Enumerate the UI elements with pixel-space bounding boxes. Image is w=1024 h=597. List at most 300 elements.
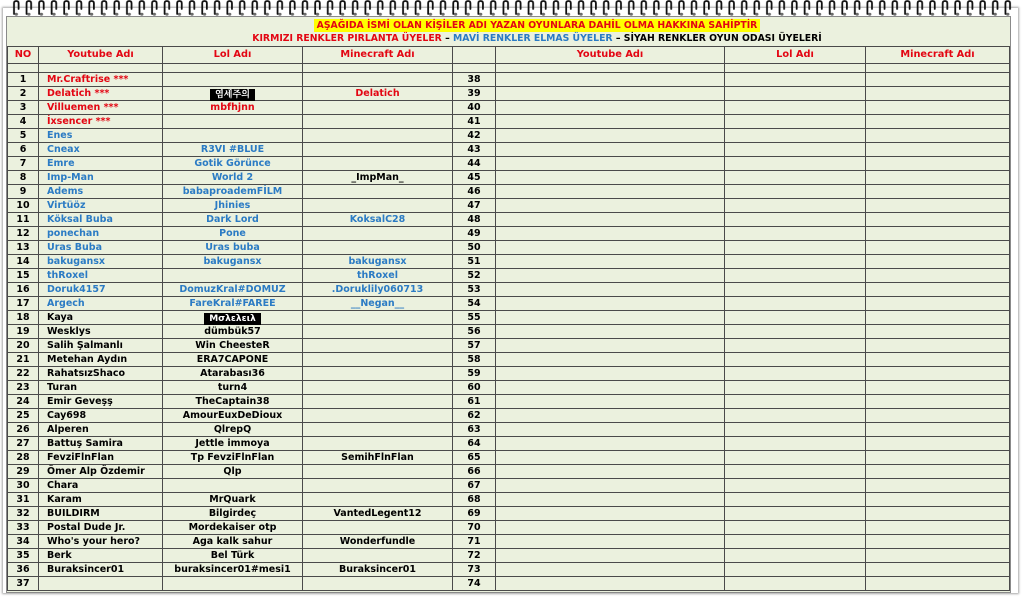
cell-lol-name: QlrepQ xyxy=(163,423,303,437)
cell-number: 8 xyxy=(8,171,39,185)
cell-youtube-name: Adems xyxy=(39,185,163,199)
cell-lol-name-right xyxy=(725,535,866,549)
cell-lol-name: Qlp xyxy=(163,465,303,479)
cell-minecraft-name xyxy=(303,101,453,115)
cell-number-right: 69 xyxy=(453,507,496,521)
table-row xyxy=(8,171,1010,185)
cell-minecraft-name xyxy=(303,353,453,367)
name-badge: Μσλελειλ xyxy=(204,313,261,325)
cell-minecraft-name: KoksalC28 xyxy=(303,213,453,227)
cell-youtube-name: Emir Geveşş xyxy=(39,395,163,409)
spacer-cell xyxy=(453,64,496,73)
cell-lol-name-right xyxy=(725,325,866,339)
title-banner: AŞAĞIDA İSMİ OLAN KİŞİLER ADI YAZAN OYUNLARA DAHİL OLMA HAKKINA SAHİPTİR xyxy=(314,19,761,32)
cell-number: 35 xyxy=(8,549,39,563)
cell-number-right: 74 xyxy=(453,577,496,591)
cell-number: 32 xyxy=(8,507,39,521)
cell-youtube-name-right xyxy=(496,423,725,437)
player-table xyxy=(7,46,1010,591)
cell-minecraft-name xyxy=(303,143,453,157)
cell-lol-name-right xyxy=(725,101,866,115)
cell-lol-name-right xyxy=(725,213,866,227)
cell-number-right: 39 xyxy=(453,87,496,101)
table-row xyxy=(8,395,1010,409)
header-row xyxy=(8,47,1010,64)
legend-separator: – xyxy=(615,33,621,44)
cell-number-right: 46 xyxy=(453,185,496,199)
cell-number: 5 xyxy=(8,129,39,143)
cell-lol-name xyxy=(163,269,303,283)
cell-youtube-name-right xyxy=(496,493,725,507)
cell-minecraft-name-right xyxy=(866,339,1010,353)
cell-lol-name-right xyxy=(725,73,866,87)
spacer-cell xyxy=(866,64,1010,73)
cell-lol-name-right xyxy=(725,381,866,395)
cell-youtube-name: Cneax xyxy=(39,143,163,157)
cell-lol-name: buraksincer01#mesi1 xyxy=(163,563,303,577)
cell-youtube-name: Enes xyxy=(39,129,163,143)
cell-number: 26 xyxy=(8,423,39,437)
cell-number-right: 47 xyxy=(453,199,496,213)
cell-lol-name: Aga kalk sahur xyxy=(163,535,303,549)
table-row xyxy=(8,563,1010,577)
legend-red: KIRMIZI RENKLER PIRLANTA ÜYELER xyxy=(252,33,442,44)
cell-youtube-name-right xyxy=(496,451,725,465)
cell-youtube-name: Salih Şalmanlı xyxy=(39,339,163,353)
cell-lol-name-right xyxy=(725,479,866,493)
cell-lol-name-right xyxy=(725,171,866,185)
cell-number: 28 xyxy=(8,451,39,465)
cell-number-right: 57 xyxy=(453,339,496,353)
cell-number: 12 xyxy=(8,227,39,241)
cell-lol-name: R3VI #BLUE xyxy=(163,143,303,157)
table-row xyxy=(8,101,1010,115)
cell-lol-name-right xyxy=(725,269,866,283)
cell-minecraft-name-right xyxy=(866,577,1010,591)
cell-youtube-name-right xyxy=(496,367,725,381)
cell-lol-name: TheCaptain38 xyxy=(163,395,303,409)
cell-minecraft-name xyxy=(303,129,453,143)
legend-separator: – xyxy=(445,33,450,44)
header-lol-right: Lol Adı xyxy=(725,47,866,64)
cell-youtube-name: thRoxel xyxy=(39,269,163,283)
cell-number-right: 58 xyxy=(453,353,496,367)
member-sheet xyxy=(7,17,1010,592)
cell-lol-name: FareKral#FAREE xyxy=(163,297,303,311)
cell-youtube-name-right xyxy=(496,563,725,577)
table-row xyxy=(8,535,1010,549)
cell-youtube-name: Kaya xyxy=(39,311,163,325)
cell-lol-name: bakugansx xyxy=(163,255,303,269)
cell-minecraft-name xyxy=(303,395,453,409)
cell-lol-name xyxy=(163,115,303,129)
cell-minecraft-name-right xyxy=(866,73,1010,87)
cell-youtube-name: Postal Dude Jr. xyxy=(39,521,163,535)
table-row xyxy=(8,297,1010,311)
cell-number-right: 54 xyxy=(453,297,496,311)
spacer-cell xyxy=(163,64,303,73)
header-minecraft-right: Minecraft Adı xyxy=(866,47,1010,64)
cell-lol-name: Jhinies xyxy=(163,199,303,213)
cell-number-right: 44 xyxy=(453,157,496,171)
cell-minecraft-name-right xyxy=(866,255,1010,269)
cell-number: 9 xyxy=(8,185,39,199)
cell-lol-name xyxy=(163,87,303,101)
cell-number: 31 xyxy=(8,493,39,507)
table-row xyxy=(8,367,1010,381)
cell-number-right: 67 xyxy=(453,479,496,493)
cell-minecraft-name xyxy=(303,325,453,339)
cell-youtube-name-right xyxy=(496,171,725,185)
cell-minecraft-name xyxy=(303,423,453,437)
cell-number: 10 xyxy=(8,199,39,213)
cell-minecraft-name xyxy=(303,381,453,395)
cell-minecraft-name xyxy=(303,521,453,535)
cell-lol-name-right xyxy=(725,507,866,521)
cell-number: 18 xyxy=(8,311,39,325)
cell-lol-name-right xyxy=(725,185,866,199)
cell-number-right: 48 xyxy=(453,213,496,227)
cell-youtube-name: İxsencer *** xyxy=(39,115,163,129)
table-row xyxy=(8,157,1010,171)
cell-youtube-name: ponechan xyxy=(39,227,163,241)
cell-minecraft-name xyxy=(303,185,453,199)
cell-minecraft-name: bakugansx xyxy=(303,255,453,269)
cell-lol-name: turn4 xyxy=(163,381,303,395)
cell-number-right: 61 xyxy=(453,395,496,409)
cell-youtube-name-right xyxy=(496,381,725,395)
cell-youtube-name-right xyxy=(496,549,725,563)
cell-minecraft-name xyxy=(303,115,453,129)
cell-minecraft-name-right xyxy=(866,353,1010,367)
cell-youtube-name: Battuş Samira xyxy=(39,437,163,451)
cell-lol-name-right xyxy=(725,465,866,479)
cell-lol-name-right xyxy=(725,87,866,101)
cell-youtube-name: Turan xyxy=(39,381,163,395)
table-row xyxy=(8,521,1010,535)
cell-lol-name-right xyxy=(725,283,866,297)
cell-number-right: 41 xyxy=(453,115,496,129)
legend-blue: MAVİ RENKLER ELMAS ÜYELER xyxy=(453,33,613,44)
table-row xyxy=(8,339,1010,353)
cell-lol-name-right xyxy=(725,339,866,353)
cell-lol-name: World 2 xyxy=(163,171,303,185)
cell-minecraft-name xyxy=(303,227,453,241)
cell-lol-name-right xyxy=(725,437,866,451)
cell-lol-name-right xyxy=(725,129,866,143)
cell-lol-name: Mordekaiser otp xyxy=(163,521,303,535)
table-row xyxy=(8,87,1010,101)
cell-minecraft-name-right xyxy=(866,171,1010,185)
cell-youtube-name: Köksal Buba xyxy=(39,213,163,227)
cell-minecraft-name-right xyxy=(866,535,1010,549)
table-row xyxy=(8,73,1010,87)
cell-minecraft-name xyxy=(303,367,453,381)
cell-minecraft-name xyxy=(303,409,453,423)
cell-number-right: 40 xyxy=(453,101,496,115)
table-row xyxy=(8,283,1010,297)
cell-youtube-name-right xyxy=(496,241,725,255)
cell-youtube-name: Buraksincer01 xyxy=(39,563,163,577)
table-row xyxy=(8,423,1010,437)
cell-minecraft-name-right xyxy=(866,157,1010,171)
cell-minecraft-name-right xyxy=(866,479,1010,493)
cell-number-right: 51 xyxy=(453,255,496,269)
cell-lol-name xyxy=(163,311,303,325)
cell-minecraft-name-right xyxy=(866,227,1010,241)
cell-lol-name: AmourEuxDeDioux xyxy=(163,409,303,423)
cell-minecraft-name-right xyxy=(866,409,1010,423)
table-row xyxy=(8,199,1010,213)
cell-youtube-name-right xyxy=(496,73,725,87)
cell-minecraft-name-right xyxy=(866,115,1010,129)
cell-minecraft-name-right xyxy=(866,465,1010,479)
cell-lol-name-right xyxy=(725,255,866,269)
cell-youtube-name-right xyxy=(496,101,725,115)
cell-youtube-name: BUILDIRM xyxy=(39,507,163,521)
cell-youtube-name-right xyxy=(496,143,725,157)
cell-number-right: 73 xyxy=(453,563,496,577)
cell-lol-name-right xyxy=(725,199,866,213)
cell-number: 21 xyxy=(8,353,39,367)
cell-lol-name: Jettle immoya xyxy=(163,437,303,451)
cell-youtube-name-right xyxy=(496,535,725,549)
cell-minecraft-name-right xyxy=(866,521,1010,535)
table-row xyxy=(8,311,1010,325)
cell-minecraft-name-right xyxy=(866,437,1010,451)
cell-minecraft-name xyxy=(303,437,453,451)
cell-lol-name-right xyxy=(725,115,866,129)
cell-number: 15 xyxy=(8,269,39,283)
cell-lol-name: Win CheesteR xyxy=(163,339,303,353)
cell-youtube-name-right xyxy=(496,297,725,311)
cell-lol-name-right xyxy=(725,409,866,423)
cell-lol-name xyxy=(163,73,303,87)
cell-minecraft-name-right xyxy=(866,297,1010,311)
cell-number-right: 50 xyxy=(453,241,496,255)
cell-number: 20 xyxy=(8,339,39,353)
cell-lol-name: mbfhjnn xyxy=(163,101,303,115)
cell-youtube-name-right xyxy=(496,157,725,171)
cell-number-right: 38 xyxy=(453,73,496,87)
cell-minecraft-name-right xyxy=(866,325,1010,339)
cell-youtube-name-right xyxy=(496,395,725,409)
cell-youtube-name: Argech xyxy=(39,297,163,311)
table-row xyxy=(8,213,1010,227)
cell-youtube-name-right xyxy=(496,479,725,493)
header-no: NO xyxy=(8,47,39,64)
cell-youtube-name: bakugansx xyxy=(39,255,163,269)
cell-number-right: 59 xyxy=(453,367,496,381)
table-row xyxy=(8,451,1010,465)
table-row xyxy=(8,325,1010,339)
cell-number: 36 xyxy=(8,563,39,577)
cell-youtube-name: RahatsızShaco xyxy=(39,367,163,381)
table-row xyxy=(8,185,1010,199)
cell-youtube-name-right xyxy=(496,325,725,339)
table-row xyxy=(8,353,1010,367)
cell-lol-name: Bilgirdeç xyxy=(163,507,303,521)
cell-youtube-name: Ömer Alp Özdemir xyxy=(39,465,163,479)
cell-number-right: 70 xyxy=(453,521,496,535)
header-lol: Lol Adı xyxy=(163,47,303,64)
table-row xyxy=(8,409,1010,423)
cell-number-right: 42 xyxy=(453,129,496,143)
cell-number: 29 xyxy=(8,465,39,479)
cell-number: 30 xyxy=(8,479,39,493)
cell-lol-name-right xyxy=(725,367,866,381)
sheet-title xyxy=(74,19,1000,45)
cell-youtube-name-right xyxy=(496,255,725,269)
cell-minecraft-name: .Doruklily060713 xyxy=(303,283,453,297)
cell-youtube-name-right xyxy=(496,115,725,129)
cell-minecraft-name: thRoxel xyxy=(303,269,453,283)
cell-youtube-name-right xyxy=(496,129,725,143)
cell-lol-name xyxy=(163,479,303,493)
cell-youtube-name-right xyxy=(496,339,725,353)
table-row xyxy=(8,115,1010,129)
cell-number: 25 xyxy=(8,409,39,423)
cell-minecraft-name-right xyxy=(866,199,1010,213)
cell-number-right: 43 xyxy=(453,143,496,157)
cell-minecraft-name-right xyxy=(866,549,1010,563)
cell-youtube-name: Imp-Man xyxy=(39,171,163,185)
cell-number: 22 xyxy=(8,367,39,381)
cell-minecraft-name-right xyxy=(866,563,1010,577)
cell-minecraft-name xyxy=(303,479,453,493)
cell-youtube-name: Cay698 xyxy=(39,409,163,423)
cell-minecraft-name-right xyxy=(866,367,1010,381)
cell-number-right: 53 xyxy=(453,283,496,297)
cell-youtube-name: Villuemen *** xyxy=(39,101,163,115)
cell-minecraft-name: _ImpMan_ xyxy=(303,171,453,185)
table-row xyxy=(8,255,1010,269)
cell-youtube-name: Who's your hero? xyxy=(39,535,163,549)
cell-minecraft-name: __Negan__ xyxy=(303,297,453,311)
cell-number-right: 49 xyxy=(453,227,496,241)
spiral-binding xyxy=(10,0,1014,18)
cell-youtube-name: Wesklys xyxy=(39,325,163,339)
cell-number: 6 xyxy=(8,143,39,157)
cell-youtube-name: Uras Buba xyxy=(39,241,163,255)
cell-youtube-name: Metehan Aydın xyxy=(39,353,163,367)
cell-minecraft-name xyxy=(303,241,453,255)
table-row xyxy=(8,479,1010,493)
cell-lol-name: babaproademFİLM xyxy=(163,185,303,199)
spacer-cell xyxy=(39,64,163,73)
cell-minecraft-name-right xyxy=(866,395,1010,409)
cell-youtube-name-right xyxy=(496,283,725,297)
cell-youtube-name: Delatich *** xyxy=(39,87,163,101)
cell-minecraft-name: SemihFlnFlan xyxy=(303,451,453,465)
cell-number-right: 66 xyxy=(453,465,496,479)
table-row xyxy=(8,241,1010,255)
cell-lol-name-right xyxy=(725,157,866,171)
title-legend xyxy=(74,33,1000,45)
name-badge: 염세주의 xyxy=(210,89,255,101)
cell-minecraft-name-right xyxy=(866,507,1010,521)
cell-lol-name: MrQuark xyxy=(163,493,303,507)
cell-lol-name xyxy=(163,129,303,143)
cell-number-right: 56 xyxy=(453,325,496,339)
cell-minecraft-name xyxy=(303,311,453,325)
cell-minecraft-name: VantedLegent12 xyxy=(303,507,453,521)
table-row xyxy=(8,577,1010,591)
cell-lol-name-right xyxy=(725,241,866,255)
cell-lol-name: Tp FevziFlnFlan xyxy=(163,451,303,465)
cell-number: 1 xyxy=(8,73,39,87)
cell-lol-name-right xyxy=(725,297,866,311)
cell-youtube-name-right xyxy=(496,87,725,101)
cell-number: 16 xyxy=(8,283,39,297)
cell-minecraft-name-right xyxy=(866,311,1010,325)
cell-number-right: 68 xyxy=(453,493,496,507)
cell-youtube-name-right xyxy=(496,465,725,479)
cell-youtube-name-right xyxy=(496,185,725,199)
cell-lol-name-right xyxy=(725,395,866,409)
cell-youtube-name: Karam xyxy=(39,493,163,507)
cell-number: 37 xyxy=(8,577,39,591)
cell-lol-name: dümbük57 xyxy=(163,325,303,339)
table-row xyxy=(8,437,1010,451)
cell-number: 4 xyxy=(8,115,39,129)
cell-number: 2 xyxy=(8,87,39,101)
cell-number: 24 xyxy=(8,395,39,409)
cell-youtube-name: Berk xyxy=(39,549,163,563)
cell-minecraft-name: Delatich xyxy=(303,87,453,101)
cell-number: 13 xyxy=(8,241,39,255)
cell-youtube-name-right xyxy=(496,227,725,241)
cell-number-right: 45 xyxy=(453,171,496,185)
cell-lol-name: Dark Lord xyxy=(163,213,303,227)
cell-number: 11 xyxy=(8,213,39,227)
cell-minecraft-name xyxy=(303,549,453,563)
cell-number-right: 71 xyxy=(453,535,496,549)
cell-youtube-name: Virtüöz xyxy=(39,199,163,213)
cell-youtube-name-right xyxy=(496,269,725,283)
spacer-row xyxy=(8,64,1010,73)
cell-youtube-name-right xyxy=(496,199,725,213)
cell-number-right: 63 xyxy=(453,423,496,437)
cell-youtube-name-right xyxy=(496,213,725,227)
cell-number: 14 xyxy=(8,255,39,269)
cell-youtube-name: FevziFlnFlan xyxy=(39,451,163,465)
spacer-cell xyxy=(303,64,453,73)
cell-number: 19 xyxy=(8,325,39,339)
header-youtube-right: Youtube Adı xyxy=(496,47,725,64)
cell-minecraft-name: Buraksincer01 xyxy=(303,563,453,577)
cell-minecraft-name-right xyxy=(866,283,1010,297)
cell-youtube-name-right xyxy=(496,311,725,325)
cell-number: 17 xyxy=(8,297,39,311)
cell-number: 7 xyxy=(8,157,39,171)
cell-minecraft-name-right xyxy=(866,129,1010,143)
cell-lol-name-right xyxy=(725,549,866,563)
cell-minecraft-name xyxy=(303,465,453,479)
cell-youtube-name: Chara xyxy=(39,479,163,493)
cell-youtube-name: Doruk4157 xyxy=(39,283,163,297)
table-row xyxy=(8,507,1010,521)
cell-number-right: 64 xyxy=(453,437,496,451)
cell-lol-name-right xyxy=(725,143,866,157)
cell-youtube-name-right xyxy=(496,437,725,451)
table-row xyxy=(8,269,1010,283)
cell-number-right: 72 xyxy=(453,549,496,563)
cell-minecraft-name-right xyxy=(866,143,1010,157)
cell-minecraft-name-right xyxy=(866,101,1010,115)
cell-youtube-name: Alperen xyxy=(39,423,163,437)
cell-number-right: 55 xyxy=(453,311,496,325)
